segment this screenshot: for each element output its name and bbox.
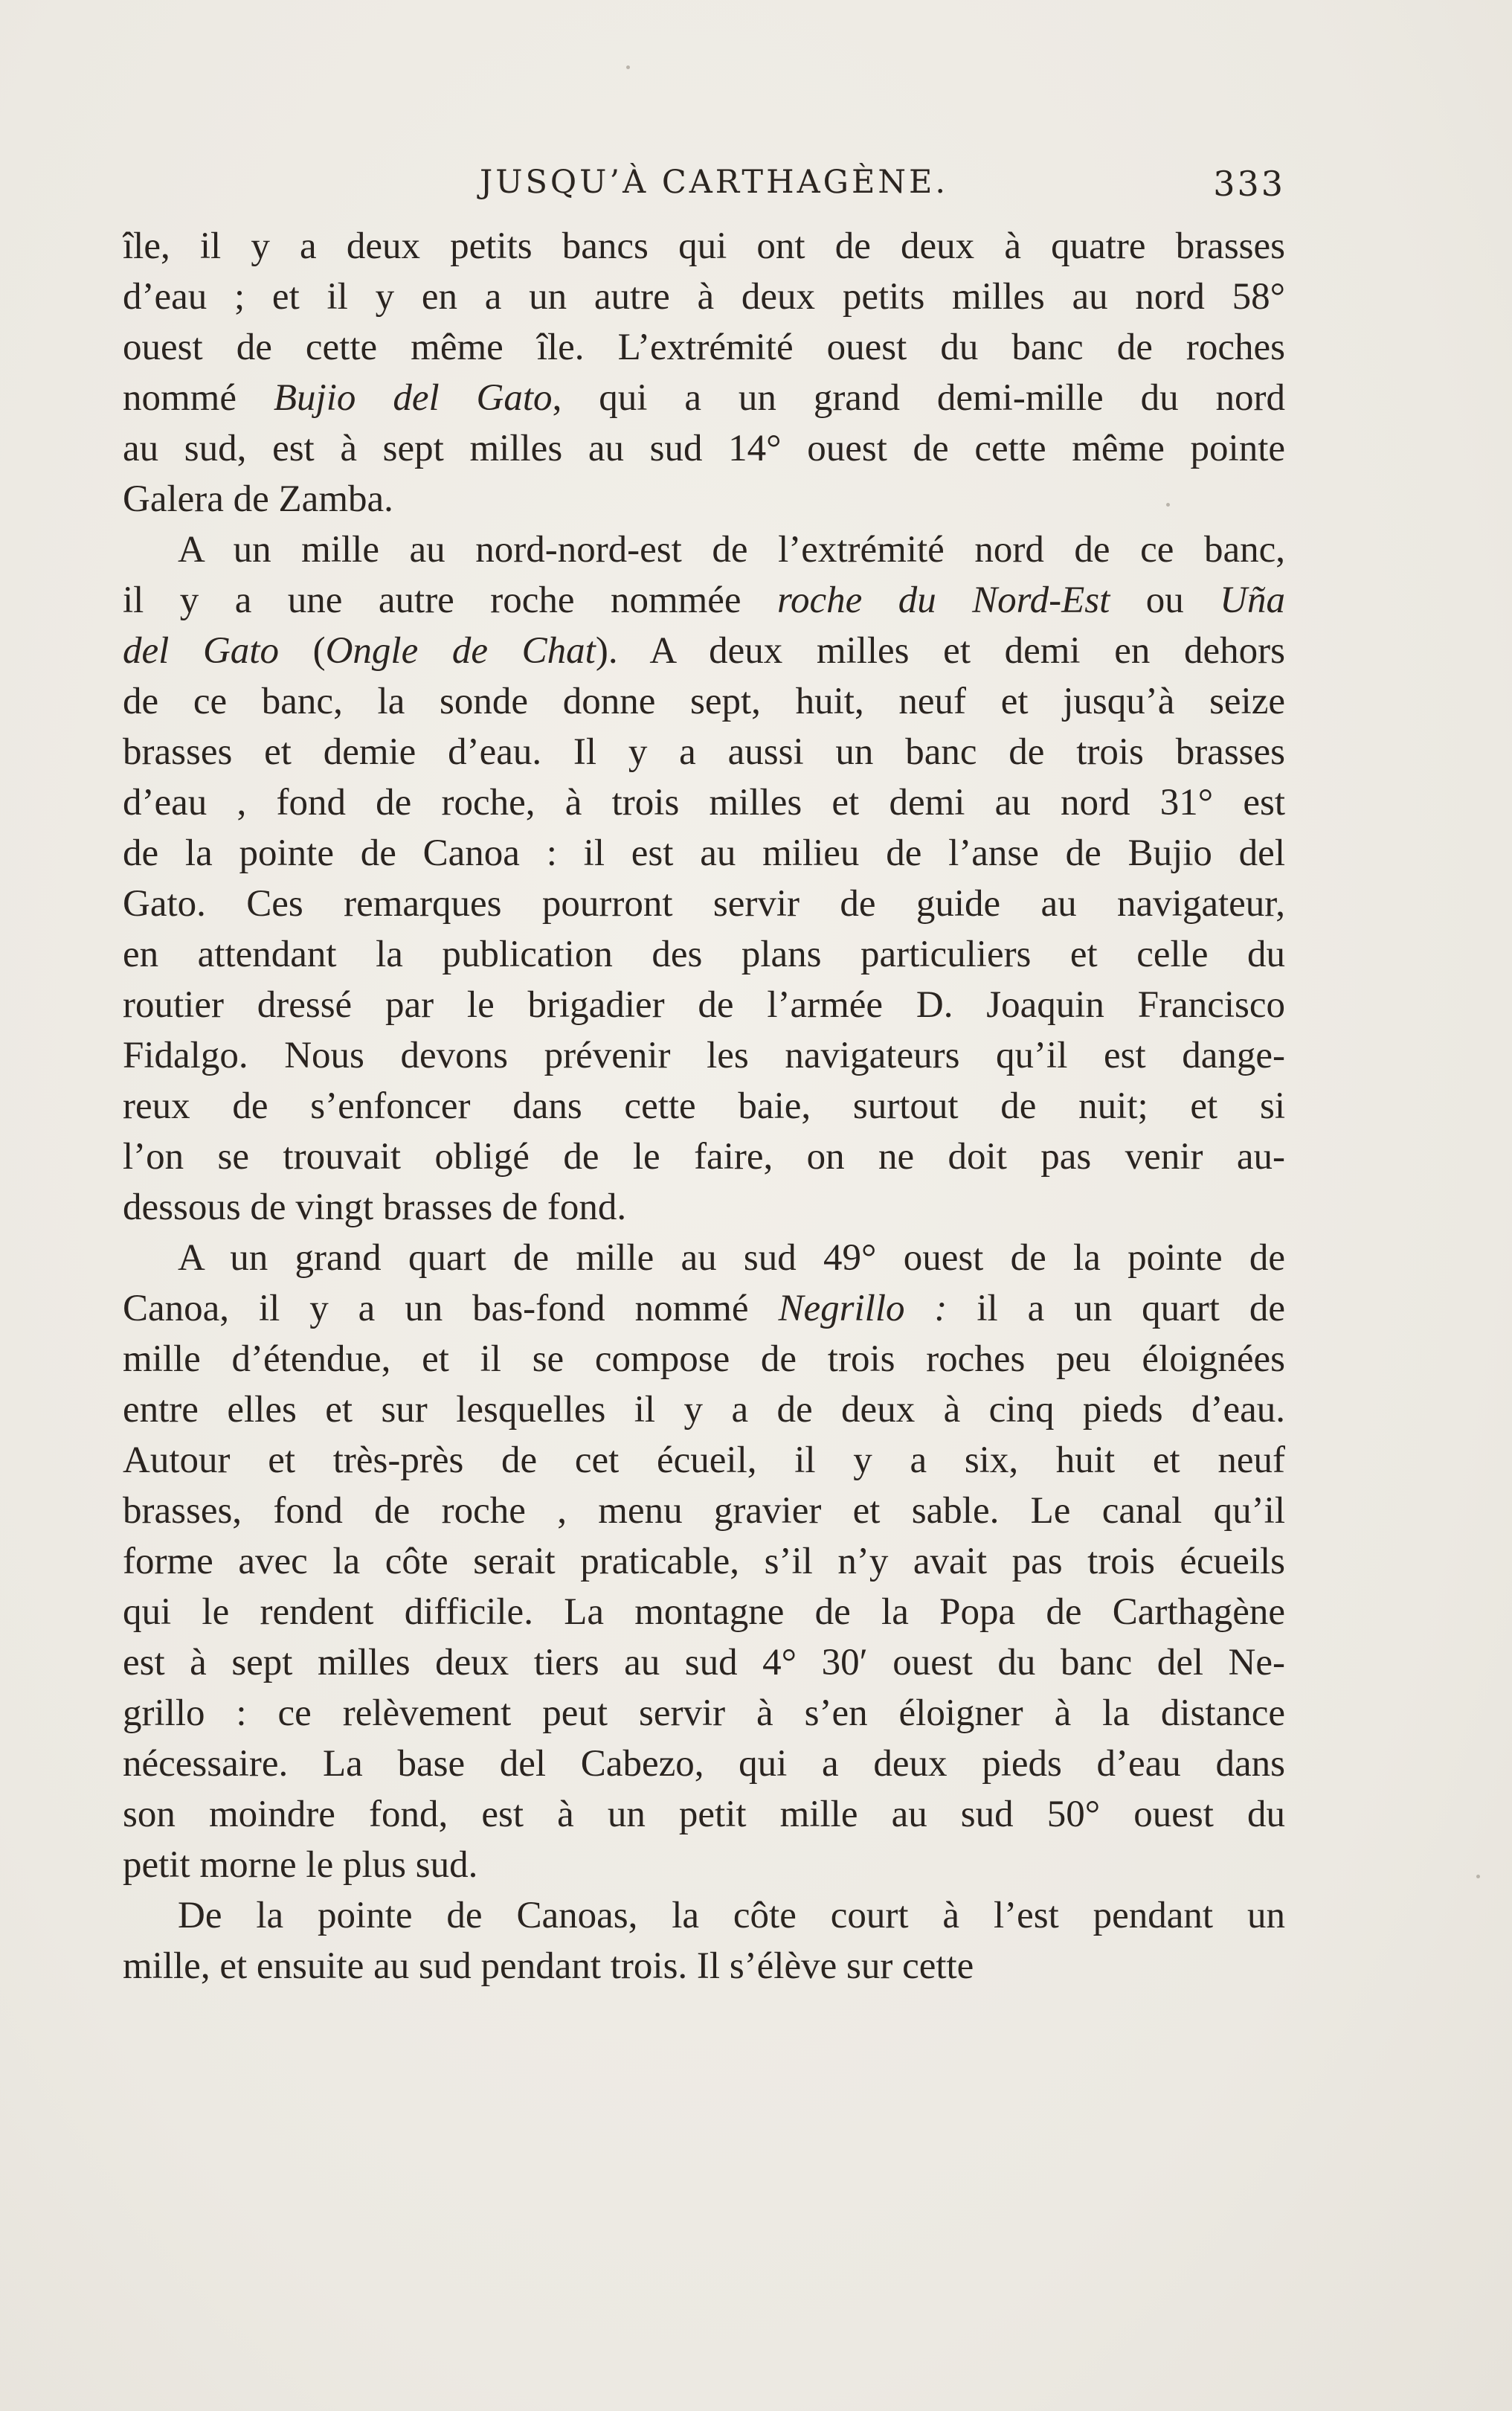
text-run: ou bbox=[1110, 580, 1220, 621]
text-line bbox=[123, 1941, 1285, 1991]
page-number: 333 bbox=[1213, 164, 1285, 204]
text-run: est à sept milles deux tiers au sud 4° 30′ ouest du banc del Ne- bbox=[123, 1642, 1285, 1683]
text-line bbox=[123, 1435, 1285, 1486]
text-run: Canoa, il y a un bas-fond nommé bbox=[123, 1288, 779, 1329]
text-run: mille, et ensuite au sud pendant trois. Il s’élève sur cette bbox=[123, 1945, 974, 1987]
italic-run: roche du Nord-Est bbox=[777, 580, 1110, 621]
italic-run: Negrillo : bbox=[778, 1288, 948, 1329]
text-run: A un mille au nord-nord-est de l’extrémité nord de ce banc, bbox=[178, 529, 1285, 571]
text-run: qui le rendent difficile. La montagne de la Popa de Carthagène bbox=[123, 1591, 1285, 1633]
italic-run: Uña bbox=[1220, 580, 1285, 621]
text-run: il y a une autre roche nommée bbox=[123, 580, 778, 621]
paragraph bbox=[123, 524, 1285, 1233]
text-run: de la pointe de Canoa : il est au milieu de l’anse de Bujio del bbox=[123, 832, 1285, 874]
text-run: routier dressé par le brigadier de l’armée D. Joaquin Francisco bbox=[123, 984, 1285, 1026]
text-line bbox=[123, 575, 1285, 626]
text-run: en attendant la publication des plans particuliers et celle du bbox=[123, 934, 1285, 975]
text-line bbox=[123, 1536, 1285, 1587]
running-title: JUSQU’À CARTHAGÈNE. bbox=[480, 164, 949, 201]
paper-speck bbox=[1476, 1875, 1480, 1878]
text-line bbox=[123, 1384, 1285, 1435]
text-run: ). A deux milles et demi en dehors bbox=[595, 630, 1285, 672]
text-run: nommé bbox=[123, 377, 274, 419]
text-line bbox=[123, 1637, 1285, 1688]
text-run: ouest de cette même île. L’extrémité ouest du banc de roches bbox=[123, 327, 1285, 368]
italic-run: Ongle de Chat bbox=[325, 630, 596, 672]
text-line bbox=[123, 1131, 1285, 1182]
text-line bbox=[123, 828, 1285, 879]
text-line bbox=[123, 727, 1285, 777]
text-run: au sud, est à sept milles au sud 14° ouest de cette même pointe bbox=[123, 428, 1285, 469]
text-run: mille d’étendue, et il se compose de trois roches peu éloignées bbox=[123, 1338, 1285, 1380]
text-line bbox=[123, 1739, 1285, 1789]
text-line bbox=[123, 1182, 1285, 1233]
text-line bbox=[123, 221, 1285, 272]
text-line bbox=[123, 1789, 1285, 1840]
text-run: d’eau , fond de roche, à trois milles et demi au nord 31° est bbox=[123, 782, 1285, 824]
text-line bbox=[123, 676, 1285, 727]
text-run: ( bbox=[278, 630, 326, 672]
text-run: reux de s’enfoncer dans cette baie, surtout de nuit; et si bbox=[123, 1085, 1285, 1127]
text-run: île, il y a deux petits bancs qui ont de deux à quatre brasses bbox=[123, 225, 1285, 267]
text-line bbox=[123, 1486, 1285, 1536]
body-text bbox=[123, 221, 1285, 1991]
text-run: d’eau ; et il y en a un autre à deux petits milles au nord 58° bbox=[123, 276, 1285, 318]
text-run: de ce banc, la sonde donne sept, huit, neuf et jusqu’à seize bbox=[123, 681, 1285, 722]
text-run: Galera de Zamba. bbox=[123, 478, 393, 520]
text-line bbox=[123, 322, 1285, 373]
text-run: nécessaire. La base del Cabezo, qui a deux pieds d’eau dans bbox=[123, 1743, 1285, 1785]
italic-run: del Gato bbox=[123, 630, 279, 672]
italic-run: Bujio del Gato bbox=[273, 377, 553, 419]
text-run: Autour et très-près de cet écueil, il y a six, huit et neuf bbox=[123, 1439, 1285, 1481]
text-line bbox=[123, 1688, 1285, 1739]
text-line bbox=[123, 373, 1285, 423]
text-line bbox=[123, 1030, 1285, 1081]
text-line bbox=[123, 524, 1285, 575]
text-line bbox=[123, 423, 1285, 474]
running-head bbox=[123, 164, 1285, 208]
text-line bbox=[123, 474, 1285, 524]
text-line bbox=[123, 1890, 1285, 1941]
text-run: son moindre fond, est à un petit mille au sud 50° ouest du bbox=[123, 1794, 1285, 1835]
paragraph bbox=[123, 1890, 1285, 1991]
text-run: l’on se trouvait obligé de le faire, on ne doit pas venir au- bbox=[123, 1136, 1285, 1178]
paper-speck bbox=[626, 65, 630, 69]
text-line bbox=[123, 1587, 1285, 1637]
text-line bbox=[123, 777, 1285, 828]
text-run: petit morne le plus sud. bbox=[123, 1844, 478, 1886]
text-line bbox=[123, 272, 1285, 322]
text-line bbox=[123, 879, 1285, 929]
text-line bbox=[123, 1081, 1285, 1131]
text-line bbox=[123, 1283, 1285, 1334]
text-run: Gato. Ces remarques pourront servir de guide au navigateur, bbox=[123, 883, 1285, 925]
text-run: brasses et demie d’eau. Il y a aussi un banc de trois brasses bbox=[123, 731, 1285, 773]
text-run: A un grand quart de mille au sud 49° ouest de la pointe de bbox=[178, 1237, 1285, 1279]
text-line bbox=[123, 980, 1285, 1030]
text-line bbox=[123, 929, 1285, 980]
text-line bbox=[123, 1840, 1285, 1890]
text-run: Fidalgo. Nous devons prévenir les navigateurs qu’il est dange- bbox=[123, 1035, 1285, 1076]
text-run: dessous de vingt brasses de fond. bbox=[123, 1187, 627, 1228]
text-line bbox=[123, 1334, 1285, 1384]
text-line bbox=[123, 1233, 1285, 1283]
text-run: grillo : ce relèvement peut servir à s’en éloigner à la distance bbox=[123, 1692, 1285, 1734]
text-run: brasses, fond de roche , menu gravier et sable. Le canal qu’il bbox=[123, 1490, 1285, 1532]
text-run: De la pointe de Canoas, la côte court à l’est pendant un bbox=[178, 1895, 1285, 1936]
paragraph bbox=[123, 1233, 1285, 1890]
text-run: il a un quart de bbox=[947, 1288, 1285, 1329]
text-run: entre elles et sur lesquelles il y a de deux à cinq pieds d’eau. bbox=[123, 1389, 1285, 1431]
text-run: forme avec la côte serait praticable, s’il n’y avait pas trois écueils bbox=[123, 1541, 1285, 1582]
paragraph bbox=[123, 221, 1285, 524]
text-line bbox=[123, 626, 1285, 676]
text-run: , qui a un grand demi-mille du nord bbox=[552, 377, 1285, 419]
